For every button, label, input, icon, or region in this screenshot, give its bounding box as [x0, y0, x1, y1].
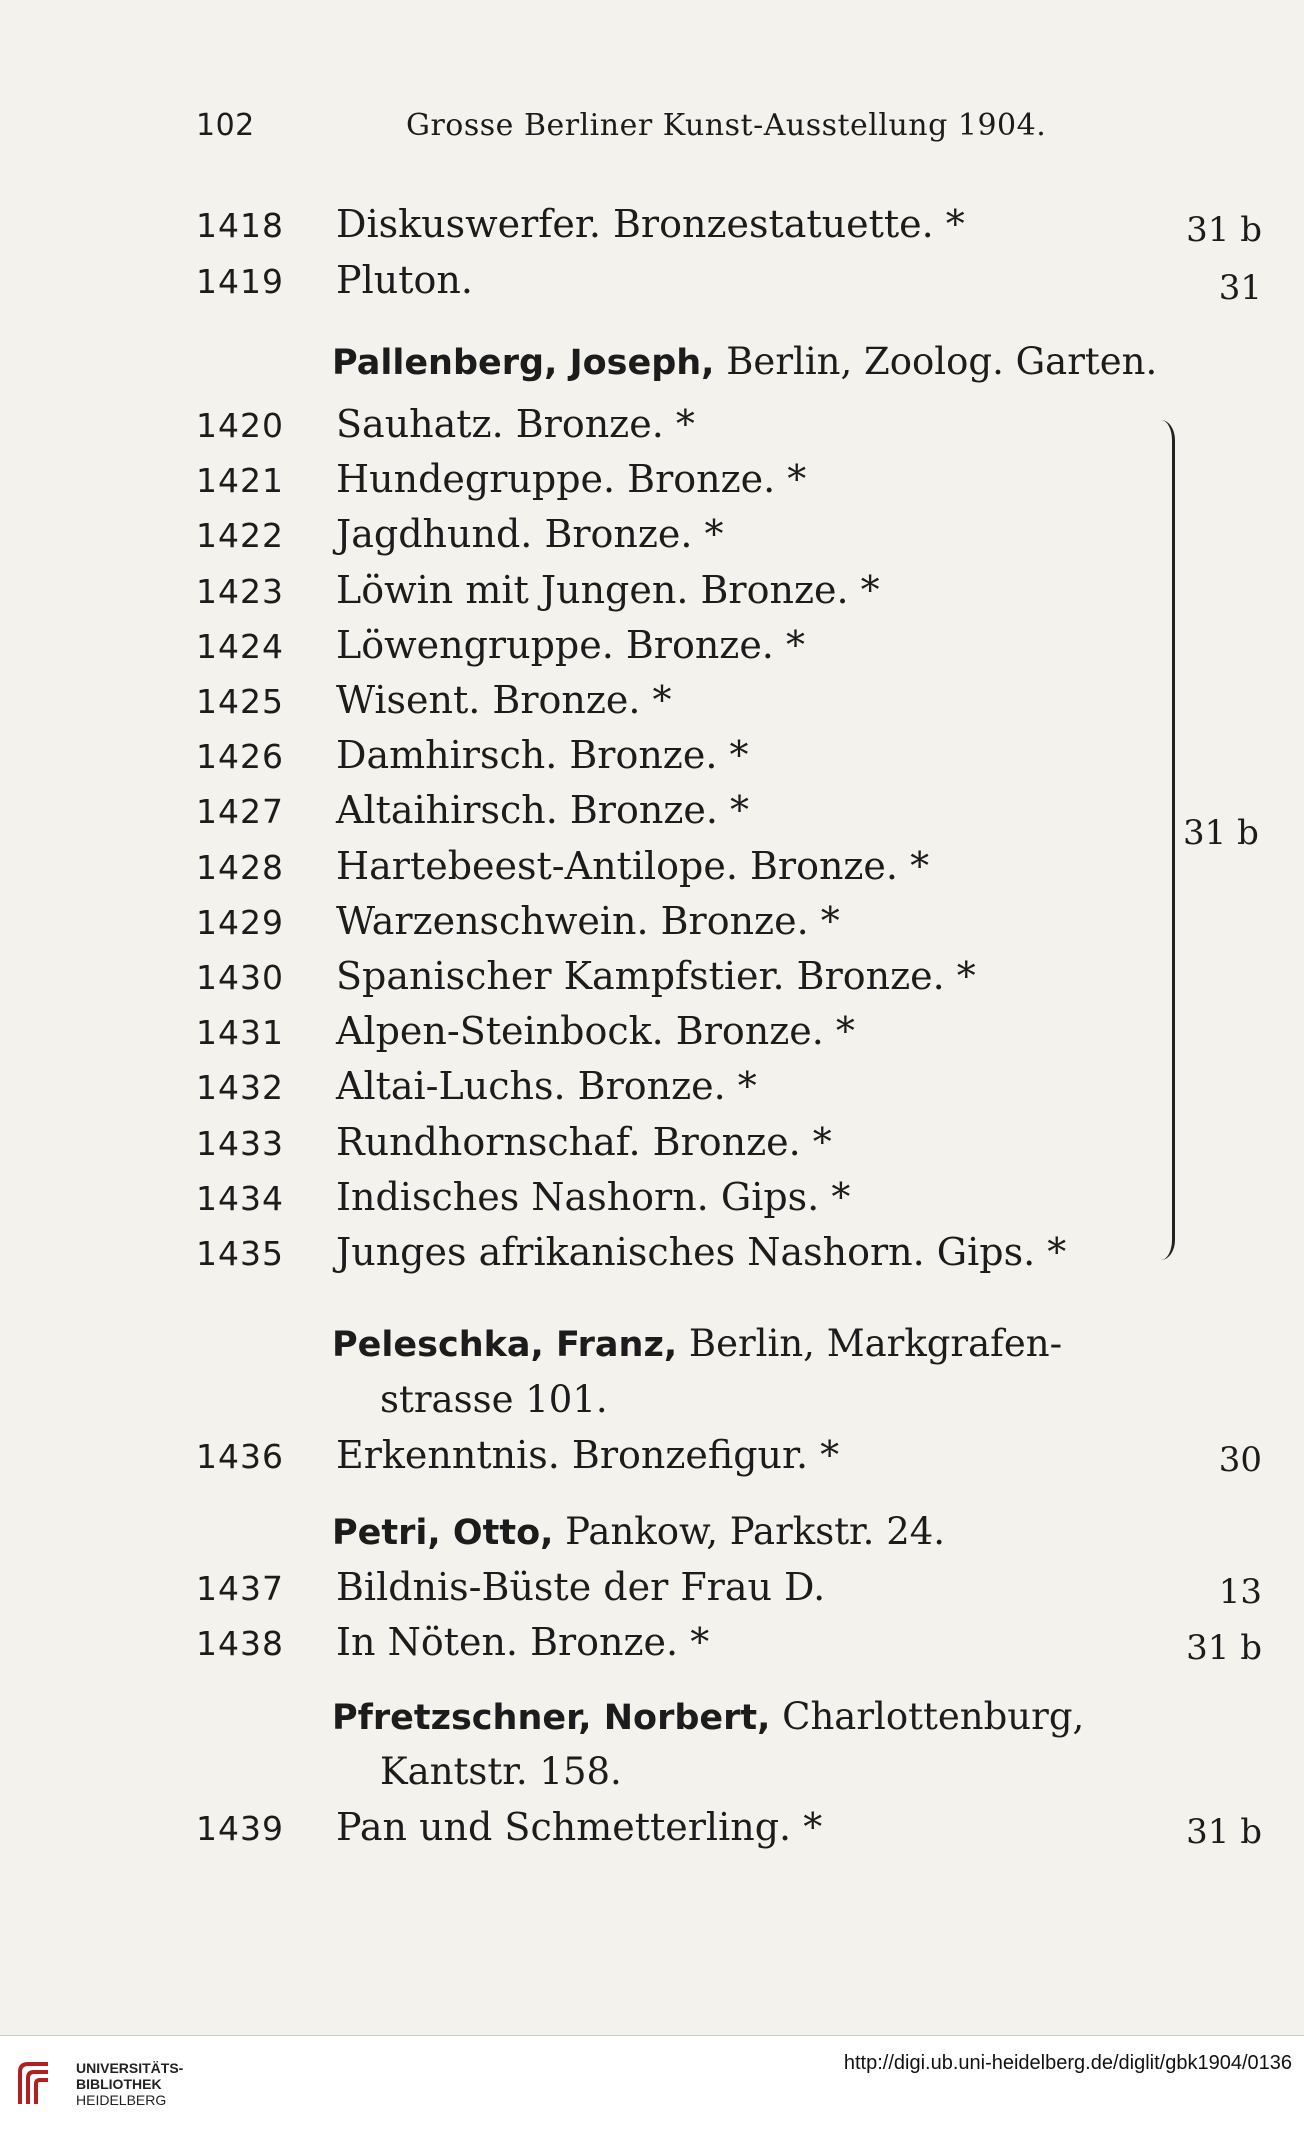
- room-number: 13: [1218, 1572, 1262, 1612]
- entry-number: 1419: [196, 262, 284, 301]
- page-header: [196, 108, 1047, 143]
- entry-number: 1418: [196, 206, 284, 245]
- entry-number: 1432: [196, 1068, 284, 1108]
- entry-number: 1429: [196, 902, 284, 942]
- entry-number: 1426: [196, 737, 284, 777]
- entry-title: Jagdhund. Bronze. *: [336, 512, 724, 557]
- artist-address: Charlottenburg,: [770, 1695, 1085, 1738]
- entry-title: Indisches Nashorn. Gips. *: [336, 1174, 851, 1219]
- room-number: 31 b: [1186, 1812, 1262, 1852]
- entry-title: Löwengruppe. Bronze. *: [336, 622, 805, 667]
- entry-title: Warzenschwein. Bronze. *: [336, 898, 840, 943]
- library-name-line: BIBLIOTHEK: [76, 2076, 162, 2092]
- entry-title: Bildnis-Büste der Frau D.: [336, 1565, 826, 1609]
- entry-title: Pan und Schmetterling. *: [336, 1805, 823, 1849]
- entry-title: Rundhornschaf. Bronze. *: [336, 1119, 832, 1164]
- artist-heading: [332, 1695, 1084, 1738]
- entry-number: 1433: [196, 1123, 284, 1163]
- entry-title: Hartebeest-Antilope. Bronze. *: [336, 843, 930, 888]
- library-footer: [0, 2035, 1304, 2130]
- entry-title: In Nöten. Bronze. *: [336, 1620, 710, 1664]
- artist-heading: [332, 1322, 1062, 1365]
- running-title: Grosse Berliner Kunst-Ausstellung 1904.: [406, 108, 1047, 143]
- entry-title: Damhirsch. Bronze. *: [336, 733, 749, 778]
- entry-title: Altaihirsch. Bronze. *: [336, 788, 749, 833]
- artist-address: Pankow, Parkstr. 24.: [553, 1510, 946, 1553]
- permalink[interactable]: http://digi.ub.uni-heidelberg.de/diglit/gbk1904/0136: [843, 2052, 1292, 2074]
- entry-number: 1427: [196, 792, 284, 832]
- entry-title: Erkenntnis. Bronzefigur. *: [336, 1433, 840, 1477]
- entry-title: Altai-Luchs. Bronze. *: [336, 1064, 757, 1109]
- entry-number: 1437: [196, 1569, 284, 1608]
- artist-heading: [332, 1510, 945, 1553]
- room-number: 31 b: [1186, 210, 1262, 250]
- entry-title: Wisent. Bronze. *: [336, 678, 672, 722]
- room-number: 31: [1218, 268, 1262, 308]
- entry-number: 1424: [196, 626, 284, 666]
- entry-title: Löwin mit Jungen. Bronze. *: [336, 567, 880, 612]
- library-logo-icon: [14, 2058, 54, 2108]
- entry-title: Pluton.: [336, 258, 473, 302]
- entry-number: 1430: [196, 958, 284, 997]
- artist-address-continued: strasse 101.: [380, 1378, 608, 1421]
- entry-number: 1420: [196, 406, 284, 445]
- artist-name: Pallenberg, Joseph,: [332, 343, 715, 383]
- artist-name: Peleschka, Franz,: [332, 1325, 678, 1365]
- page-number: 102: [196, 108, 255, 143]
- entry-number: 1425: [196, 682, 284, 721]
- library-name: [76, 2060, 183, 2108]
- entry-title: Diskuswerfer. Bronzestatuette. *: [336, 202, 965, 246]
- entry-title: Hundegruppe. Bronze. *: [336, 457, 807, 502]
- entry-number: 1436: [196, 1437, 284, 1476]
- entry-title: Alpen-Steinbock. Bronze. *: [336, 1009, 855, 1054]
- group-room-number: 31 b: [1183, 813, 1259, 853]
- room-number: 31 b: [1186, 1628, 1262, 1668]
- library-name-line: UNIVERSITÄTS-: [76, 2060, 184, 2076]
- entry-title: Sauhatz. Bronze. *: [336, 402, 695, 446]
- entry-number: 1439: [196, 1809, 284, 1848]
- room-number: 30: [1218, 1440, 1262, 1480]
- entry-number: 1431: [196, 1013, 284, 1053]
- artist-name: Petri, Otto,: [332, 1513, 554, 1553]
- artist-heading: [332, 340, 1157, 383]
- entry-number: 1423: [196, 571, 284, 611]
- entry-number: 1434: [196, 1178, 284, 1218]
- artist-address: Berlin, Markgrafen-: [677, 1322, 1063, 1365]
- library-name-line: HEIDELBERG: [76, 2092, 167, 2108]
- entry-title: Spanischer Kampfstier. Bronze. *: [336, 954, 976, 998]
- entry-title: Junges afrikanisches Nashorn. Gips. *: [336, 1230, 1067, 1274]
- entry-number: 1422: [196, 516, 284, 556]
- artist-name: Pfretzschner, Norbert,: [332, 1698, 771, 1738]
- entry-number: 1421: [196, 461, 284, 501]
- entry-number: 1435: [196, 1234, 284, 1273]
- entry-number: 1428: [196, 847, 284, 887]
- entry-number: 1438: [196, 1624, 284, 1663]
- artist-address: Berlin, Zoolog. Garten.: [714, 340, 1158, 383]
- group-bracket: [1158, 420, 1175, 1260]
- artist-address-continued: Kantstr. 158.: [380, 1750, 622, 1793]
